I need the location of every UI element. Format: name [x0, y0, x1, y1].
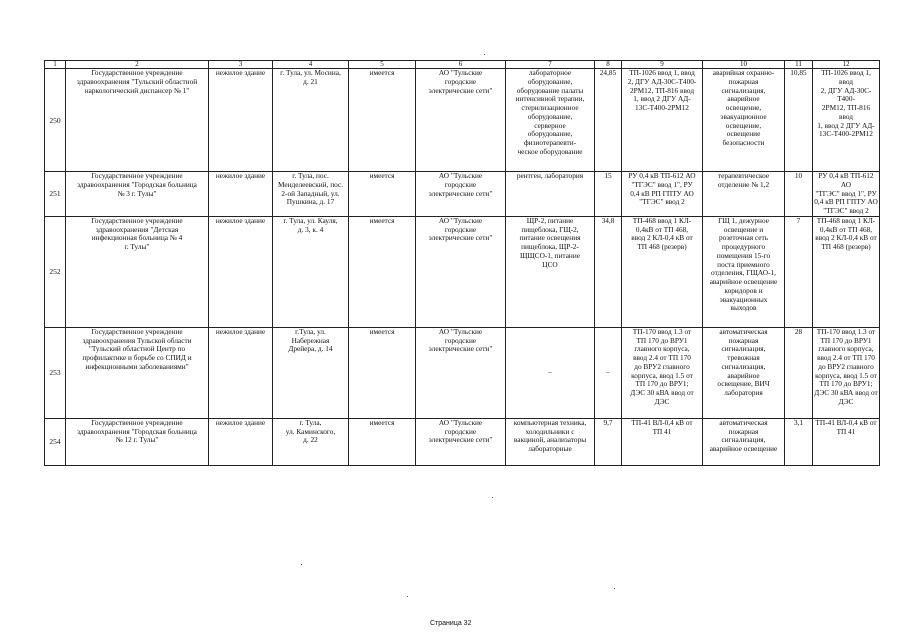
availability: имеется — [349, 418, 416, 465]
power-1: 9,7 — [595, 418, 622, 465]
source-1: РУ 0,4 кВ ТП-612 АО "ТГЭС" ввод 1", РУ 0,4 кВ РП ГПТУ АО "ТГЭС" ввод 2 — [622, 172, 703, 217]
table-row — [45, 327, 880, 418]
source-2: ТП-170 ввод 1.3 от ТП 170 до ВРУ1 главного корпуса, ввод 2.4 от ТП 170 до ВРУ2 главного корпуса, ввод 1.5 от ТП 170 до ВРУ1; ДЭС 30 кВА ввод от ДЭС — [813, 327, 880, 418]
consumers: автоматическая пожарная сигнализация, аварийное освещение — [703, 418, 785, 465]
facility-name: Государственное учреждение здравоохранения "Детская инфекционная больница № 4 г. Тулы" — [66, 216, 209, 327]
row-number: 252 — [45, 216, 66, 327]
supplier: АО "Тульские городские электрические сети" — [416, 216, 506, 327]
col-num-9: 9 — [622, 61, 703, 69]
col-num-2: 2 — [66, 61, 209, 69]
scan-speck — [484, 54, 485, 55]
consumers: терапевтическое отделение № 1,2 — [703, 172, 785, 217]
building-type: нежилое здание — [209, 418, 273, 465]
facility-name: Государственное учреждение здравоохранения "Тульский областной наркологический диспансер № 1" — [66, 69, 209, 172]
col-num-6: 6 — [416, 61, 506, 69]
source-2: РУ 0,4 кВ ТП-612 АО "ТГЭС" ввод 1", РУ 0,4 кВ РП ГПТУ АО "ТГЭС" ввод 2 — [814, 171, 878, 215]
col-num-7: 7 — [506, 61, 595, 69]
scan-speck — [614, 588, 615, 589]
availability: имеется — [349, 69, 416, 172]
power-2: 7 — [785, 216, 813, 327]
power-1: – — [595, 327, 622, 418]
col-num-11: 11 — [785, 61, 813, 69]
power-2: 10 — [785, 172, 813, 217]
table-row — [45, 418, 880, 465]
equipment: ЩР-2, питание пищеблока, ГЩ-2, питание освещения пищеблока, ЩР-2- ЩЩСО-1, питание ЦСО — [506, 216, 595, 327]
page-number: Страница 32 — [430, 620, 472, 627]
address: г. Тула, ул. Мосина, д. 21 — [273, 69, 349, 172]
address: г. Тула, пос. Менделеевский, пос. 2-ой Западный, ул. Пушкина, д. 17 — [273, 172, 349, 217]
address: г. Тула, ул. Каминского, д. 22 — [273, 418, 349, 465]
building-type: нежилое здание — [209, 172, 273, 217]
facility-name: Государственное учреждение здравоохранения "Городская больница № 12 г. Тулы" — [66, 418, 209, 465]
source-1: ТП-170 ввод 1.3 от ТП 170 до ВРУ1 главного корпуса, ввод 2.4 от ТП 170 до ВРУ2 главного корпуса, ввод 1.5 от ТП 170 до ВРУ1; ДЭС 30 кВА ввод от ДЭС — [622, 327, 703, 418]
supplier: АО "Тульские городские электрические сети" — [416, 172, 506, 217]
building-type: нежилое здание — [209, 69, 273, 172]
power-1: 34,8 — [595, 216, 622, 327]
source-1: ТП-41 ВЛ-0,4 кВ от ТП 41 — [622, 418, 703, 465]
table-row — [45, 216, 880, 327]
column-number-row — [45, 61, 880, 69]
col-num-8: 8 — [595, 61, 622, 69]
power-2: 28 — [785, 327, 813, 418]
table-row — [45, 69, 880, 172]
scan-speck — [301, 564, 302, 565]
power-1: 24,85 — [595, 69, 622, 172]
equipment: – — [506, 327, 595, 418]
facility-name: Государственное учреждение здравоохранения Тульской области "Тульский областной Центр по профилактике и борьбе со СПИД и инфекционными заболеваниями" — [66, 327, 209, 418]
power-2: 3,1 — [785, 418, 813, 465]
source-1: ТП-468 ввод 1 КЛ- 0,4кВ от ТП 468, ввод 2 КЛ-0,4 кВ от ТП 468 (резерв) — [622, 216, 703, 327]
supplier: АО "Тульские городские электрические сети" — [416, 327, 506, 418]
col-num-12: 12 — [813, 61, 880, 69]
source-2: ТП-41 ВЛ-0,4 кВ от ТП 41 — [813, 418, 880, 465]
consumers: автоматическая пожарная сигнализация, тревожная сигнализация, аварийное освещение, ВИЧ лаборатория — [703, 327, 785, 418]
col-num-10: 10 — [703, 61, 785, 69]
availability: имеется — [349, 327, 416, 418]
facility-name: Государственное учреждение здравоохранения "Городская больница № 3 г. Тулы" — [66, 172, 209, 217]
power-1: 15 — [595, 172, 622, 217]
source-2: ТП-1026 ввод 1, ввод 2, ДГУ АД-30С-Т400- 2РМ12, ТП-816 ввод 1, ввод 2 ДГУ АД- 13С-Т400-2РМ12 — [813, 69, 880, 172]
col-num-5: 5 — [349, 61, 416, 69]
scan-speck — [492, 497, 493, 498]
building-type: нежилое здание — [209, 216, 273, 327]
source-2: ТП-468 ввод 1 КЛ- 0,4кВ от ТП 468, ввод 2 КЛ-0,4 кВ от ТП 468 (резерв) — [813, 216, 880, 327]
equipment: рентген, лаборатория — [506, 172, 595, 217]
consumers: ГЩ 1, дежурное освещение и розеточная сеть процедурного помещения 15-го поста приемного отделения, ГЩАО-1, аварийное освещение коридоров и эвакуационных выходов — [703, 216, 785, 327]
scan-speck — [407, 596, 408, 597]
supplier: АО "Тульские городские электрические сети" — [416, 69, 506, 172]
row-number: 250 — [45, 69, 66, 172]
col-num-3: 3 — [209, 61, 273, 69]
col-num-1: 1 — [45, 61, 66, 69]
row-number: 254 — [45, 418, 66, 465]
table-row — [45, 172, 880, 217]
source-1: ТП-1026 ввод 1, ввод 2, ДГУ АД-30С-Т400- 2РМ12, ТП-816 ввод 1, ввод 2 ДГУ АД- 13С-Т400-2РМ12 — [622, 69, 703, 172]
supplier: АО "Тульские городские электрические сети" — [416, 418, 506, 465]
col-num-4: 4 — [273, 61, 349, 69]
consumers: аварийная охранно- пожарная сигнализация, аварийное освещение, эвакуационное освещение, освещение безопасности — [703, 69, 785, 172]
availability: имеется — [349, 216, 416, 327]
equipment: компьютерная техника, холодильники с вакциной, анализаторы лабораторные — [506, 418, 595, 465]
availability: имеется — [349, 172, 416, 217]
power-2: 10,85 — [785, 69, 813, 172]
row-number: 251 — [45, 172, 66, 217]
address: г.Тула, ул. Набережная Дрейера, д. 14 — [273, 327, 349, 418]
facility-table — [44, 60, 880, 466]
row-number: 253 — [45, 327, 66, 418]
equipment: лабораторное оборудование, оборудование палаты интенсивной терапии, стерилизационное оборудование, серверное оборудование, физиотерапевти- ческое оборудование — [506, 69, 595, 172]
building-type: нежилое здание — [209, 327, 273, 418]
address: г. Тула, ул. Кауля, д. 3, к. 4 — [273, 216, 349, 327]
